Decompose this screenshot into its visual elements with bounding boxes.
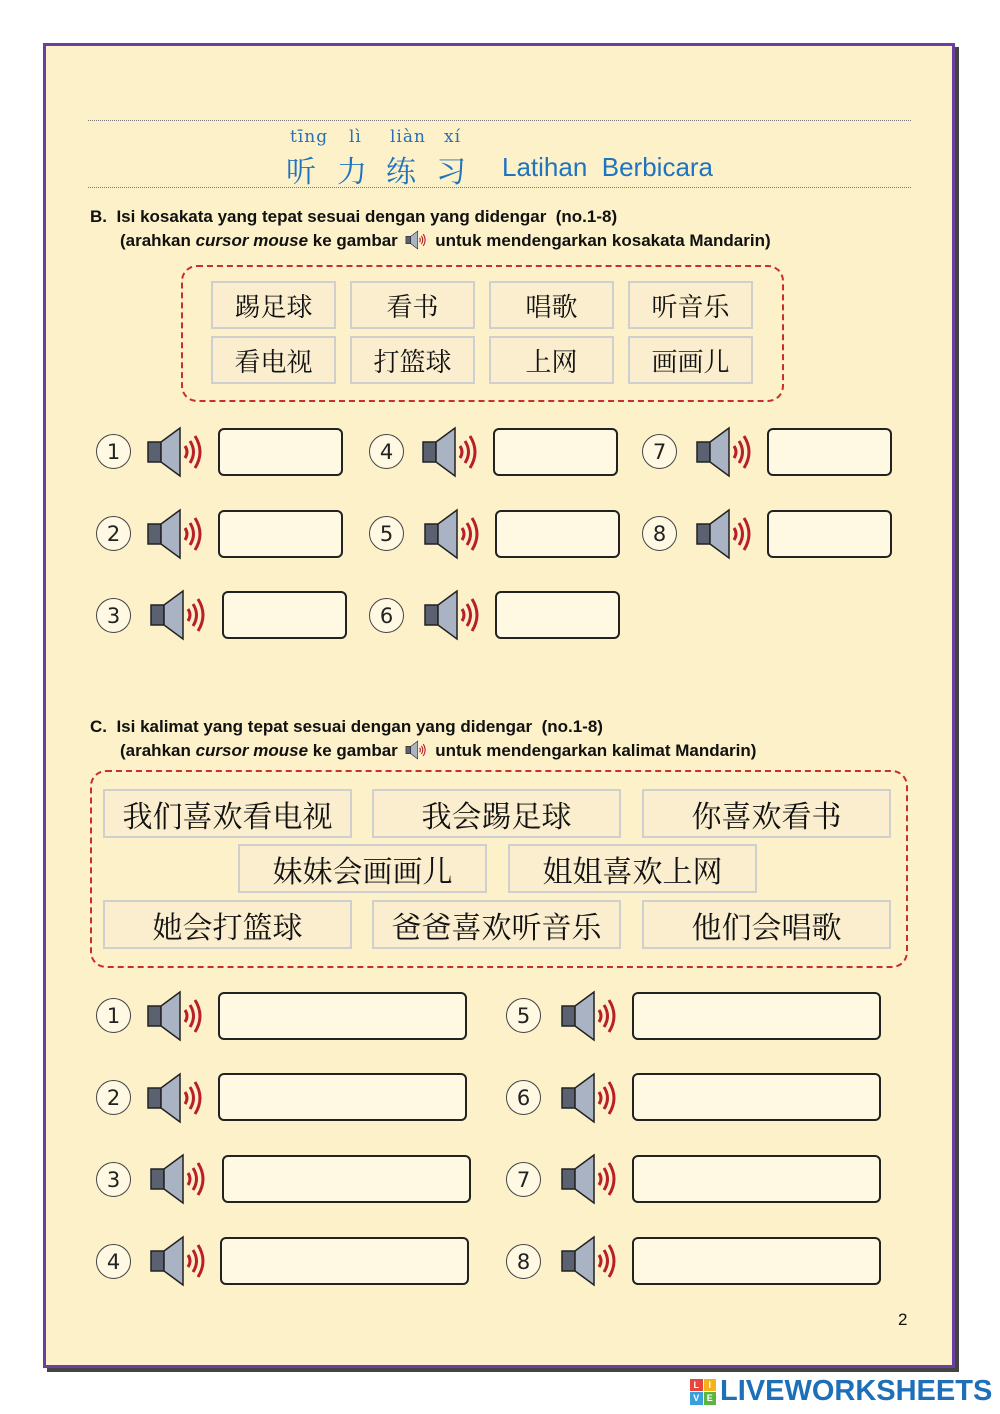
item-number: 8: [642, 516, 677, 551]
item-number: 5: [369, 516, 404, 551]
pinyin-2: lì: [349, 127, 362, 147]
sentence-chip[interactable]: 姐姐喜欢上网: [508, 844, 757, 893]
word-chip[interactable]: 上网: [489, 336, 614, 384]
speaker-icon[interactable]: [146, 1071, 210, 1125]
speaker-icon[interactable]: [146, 507, 210, 561]
speaker-icon[interactable]: [149, 588, 213, 642]
item-number: 7: [506, 1162, 541, 1197]
answer-input-c5[interactable]: [632, 992, 881, 1040]
speaker-icon[interactable]: [146, 425, 210, 479]
answer-input-c6[interactable]: [632, 1073, 881, 1121]
answer-input-c1[interactable]: [218, 992, 467, 1040]
speaker-icon[interactable]: [695, 425, 759, 479]
answer-input-c8[interactable]: [632, 1237, 881, 1285]
speaker-icon[interactable]: [560, 1071, 624, 1125]
sentence-chip[interactable]: 妹妹会画画儿: [238, 844, 487, 893]
sentence-chip[interactable]: 她会打篮球: [103, 900, 352, 949]
speaker-icon[interactable]: [560, 989, 624, 1043]
answer-input-b7[interactable]: [767, 428, 892, 476]
title-indonesian: Latihan Berbicara: [502, 152, 714, 182]
liveworksheets-brand[interactable]: [690, 1375, 992, 1408]
section-c-instruction: [90, 715, 756, 763]
speaker-icon: [405, 230, 429, 250]
section-b-line2: (arahkan cursor mouse ke gambar untuk mendengarkan kosakata Mandarin): [120, 231, 771, 250]
item-number: 1: [96, 434, 131, 469]
answer-input-b6[interactable]: [495, 591, 620, 639]
sentence-chip[interactable]: 你喜欢看书: [642, 789, 891, 838]
speaker-icon[interactable]: [423, 588, 487, 642]
answer-input-b8[interactable]: [767, 510, 892, 558]
item-number: 4: [96, 1244, 131, 1279]
title-char-1: 听: [286, 155, 316, 190]
word-chip[interactable]: 打篮球: [350, 336, 475, 384]
sentence-chip[interactable]: 我会踢足球: [372, 789, 621, 838]
answer-input-c7[interactable]: [632, 1155, 881, 1203]
sentence-chip[interactable]: 爸爸喜欢听音乐: [372, 900, 621, 949]
item-number: 2: [96, 516, 131, 551]
item-number: 3: [96, 598, 131, 633]
word-chip[interactable]: 画画儿: [628, 336, 753, 384]
section-b-instruction: [90, 205, 771, 253]
brand-name: LIVEWORKSHEETS: [720, 1375, 993, 1407]
item-number: 6: [369, 598, 404, 633]
item-number: 5: [506, 998, 541, 1033]
answer-input-b1[interactable]: [218, 428, 343, 476]
title-char-2: 力: [337, 155, 367, 190]
header-divider-top: [88, 120, 911, 121]
item-number: 1: [96, 998, 131, 1033]
answer-input-c4[interactable]: [220, 1237, 469, 1285]
section-c-line2: (arahkan cursor mouse ke gambar untuk mendengarkan kalimat Mandarin): [120, 741, 757, 760]
answer-input-b4[interactable]: [493, 428, 618, 476]
word-chip[interactable]: 听音乐: [628, 281, 753, 329]
answer-input-b3[interactable]: [222, 591, 347, 639]
speaker-icon[interactable]: [146, 989, 210, 1043]
section-c-line1: C. Isi kalimat yang tepat sesuai dengan yang didengar (no.1-8): [90, 717, 603, 736]
speaker-icon: [405, 740, 429, 760]
answer-input-c3[interactable]: [222, 1155, 471, 1203]
speaker-icon[interactable]: [560, 1234, 624, 1288]
speaker-icon[interactable]: [421, 425, 485, 479]
item-number: 7: [642, 434, 677, 469]
answer-input-b2[interactable]: [218, 510, 343, 558]
sentence-chip[interactable]: 他们会唱歌: [642, 900, 891, 949]
section-b-line1: B. Isi kosakata yang tepat sesuai dengan yang didengar (no.1-8): [90, 207, 618, 226]
pinyin-4: xí: [444, 127, 462, 147]
header-divider-bottom: [88, 187, 911, 188]
speaker-icon[interactable]: [695, 507, 759, 561]
answer-input-b5[interactable]: [495, 510, 620, 558]
speaker-icon[interactable]: [149, 1152, 213, 1206]
logo-tile: I: [704, 1379, 717, 1392]
word-chip[interactable]: 唱歌: [489, 281, 614, 329]
page-number: 2: [898, 1310, 908, 1329]
pinyin-3: liàn: [390, 127, 426, 147]
title-char-4: 习: [436, 155, 466, 190]
item-number: 3: [96, 1162, 131, 1197]
speaker-icon[interactable]: [560, 1152, 624, 1206]
logo-tile: E: [704, 1392, 717, 1405]
liveworksheets-logo-icon: [690, 1379, 716, 1405]
title-char-3: 练: [386, 155, 416, 190]
word-chip[interactable]: 看电视: [211, 336, 336, 384]
pinyin-1: tīng: [290, 127, 329, 147]
word-chip[interactable]: 踢足球: [211, 281, 336, 329]
sentence-chip[interactable]: 我们喜欢看电视: [103, 789, 352, 838]
word-chip[interactable]: 看书: [350, 281, 475, 329]
item-number: 2: [96, 1080, 131, 1115]
logo-tile: L: [690, 1379, 703, 1392]
speaker-icon[interactable]: [423, 507, 487, 561]
logo-tile: V: [690, 1392, 703, 1405]
speaker-icon[interactable]: [149, 1234, 213, 1288]
answer-input-c2[interactable]: [218, 1073, 467, 1121]
item-number: 4: [369, 434, 404, 469]
item-number: 8: [506, 1244, 541, 1279]
item-number: 6: [506, 1080, 541, 1115]
